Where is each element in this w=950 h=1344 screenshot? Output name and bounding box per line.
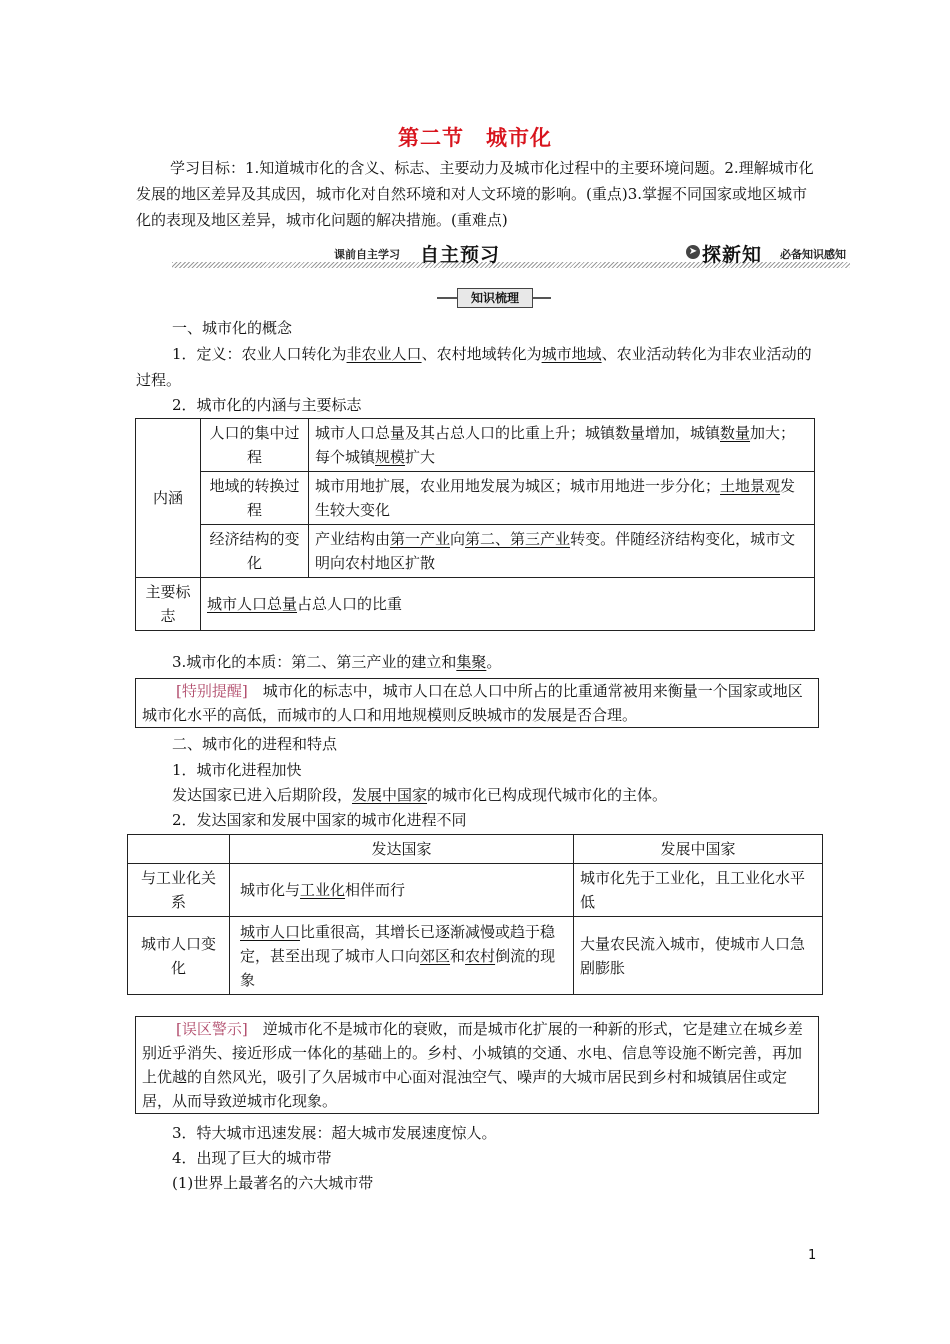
cell-row2-label: 地域的转换过程	[201, 472, 309, 525]
header-developing: 发展中国家	[574, 835, 823, 864]
section-banner	[172, 240, 850, 270]
header-developed: 发达国家	[230, 835, 574, 864]
def-blank-1: 非农业人口	[346, 345, 422, 363]
banner-right-label: 必备知识感知	[780, 248, 846, 261]
essence-text: 。	[486, 653, 502, 671]
cell-text: 扩大	[405, 448, 436, 466]
note-label: [特别提醒]	[176, 682, 248, 700]
definition-paragraph	[136, 341, 818, 393]
item-2-1-text	[172, 782, 667, 808]
def-text: 、农业活动转化为非农业活动的过程。	[136, 345, 812, 389]
cell-blank: 土地景观	[720, 477, 781, 495]
cell-developing-population: 大量农民流入城市，使城市人口急剧膨胀	[574, 917, 823, 995]
cell-text: 发生较大变化	[315, 477, 796, 519]
cell-text: 城市用地扩展，农业用地发展为城区；城市用地进一步分化；	[315, 477, 721, 495]
cell-main-sign: 主要标志	[136, 578, 201, 631]
note-label: [误区警示]	[176, 1020, 248, 1038]
section-tag	[437, 288, 551, 308]
essence-blank: 集聚	[456, 653, 487, 671]
item-text: 的城市化已构成现代城市化的主体。	[427, 786, 668, 804]
cell-text: 城市人口总量及其占总人口的比重上升；城镇数量增加，城镇	[315, 424, 721, 442]
note-text: 逆城市化不是城市化的衰败，而是城市化扩展的一种新的形式，它是建立在城乡差别近乎消失、接近形成一体化的基础上的。乡村、小城镇的交通、水电、信息等设施不断完善，再加上优越的自然风光，吸引了久居城市中心面对混浊空气、噪声的大城市居民到乡村和城镇居住或定居，从而导致逆城市化现象。	[142, 1020, 803, 1110]
def-text: 、农村地域转化为	[421, 345, 542, 363]
cell-text: 向	[450, 530, 466, 548]
heading-1: 一、城市化的概念	[172, 319, 293, 337]
cell-blank: 城市人口	[240, 922, 301, 941]
cell-connotation: 内涵	[136, 419, 201, 578]
item-2-4-1: (1)世界上最著名的六大城市带	[172, 1174, 374, 1192]
cell-blank: 数量	[720, 424, 751, 442]
item-2: 2．城市化的内涵与主要标志	[172, 396, 362, 414]
banner-main-label: 自主预习	[420, 244, 501, 266]
cell-text: 比重很高，其增长已逐渐减慢或趋于稳定，甚至出现了城市人口向	[240, 922, 556, 965]
cell-text: 相伴而行	[345, 881, 406, 899]
cell-developed-industrialization	[230, 864, 574, 917]
cell-blank: 第二、第三产业	[465, 530, 571, 548]
cell-blank: 郊区	[420, 946, 451, 965]
cell-developing-industrialization: 城市化先于工业化，且工业化水平低	[574, 864, 823, 917]
cell-text: 加大；每个城镇	[315, 424, 796, 466]
item-text: 发达国家已进入后期阶段，	[172, 786, 353, 804]
banner-left-label: 课前自主学习	[334, 248, 400, 261]
tag-label: 知识梳理	[457, 288, 533, 308]
cell-population-label: 城市人口变化	[128, 917, 230, 995]
arrow-right-icon: ➤	[686, 245, 700, 259]
cell-blank: 城市人口总量	[207, 595, 298, 613]
item-2-4: 4．出现了巨大的城市带	[172, 1149, 332, 1167]
misconception-box	[135, 1016, 819, 1114]
item-2-2: 2．发达国家和发展中国家的城市化进程不同	[172, 811, 467, 829]
cell-row3-label: 经济结构的变化	[201, 525, 309, 578]
header-empty	[128, 835, 230, 864]
learning-objectives: 学习目标：1.知道城市化的含义、标志、主要动力及城市化过程中的主要环境问题。2.理解城市化发展的地区差异及其成因，城市化对自然环境和对人文环境的影响。(重点)3.掌握不同国家或地区城市化的表现及地区差异，城市化问题的解决措施。(重难点)	[136, 159, 814, 229]
cell-blank: 规模	[375, 448, 406, 466]
essence-line	[172, 649, 501, 675]
item-2-1: 1．城市化进程加快	[172, 761, 302, 779]
banner-main-label-2: 探新知	[702, 244, 763, 266]
cell-row2-content	[309, 472, 815, 525]
cell-blank: 工业化	[300, 881, 346, 899]
cell-row1-content	[309, 419, 815, 472]
cell-row3-content	[309, 525, 815, 578]
def-blank-2: 城市地域	[541, 345, 602, 363]
heading-2: 二、城市化的进程和特点	[172, 735, 338, 753]
cell-blank: 第一产业	[390, 530, 451, 548]
def-text: 1．定义：农业人口转化为	[172, 345, 347, 363]
note-text: 城市化的标志中，城市人口在总人口中所占的比重通常被用来衡量一个国家或地区城市化水平的高低，而城市的人口和用地规模则反映城市的发展是否合理。	[142, 682, 803, 724]
cell-text: 占总人口的比重	[297, 595, 403, 613]
connotation-table	[135, 418, 815, 631]
comparison-table	[127, 834, 823, 995]
page-title: 第二节 城市化	[398, 126, 552, 150]
cell-text: 倒流的现象	[240, 946, 556, 989]
cell-industrialization-label: 与工业化关系	[128, 864, 230, 917]
cell-row1-label: 人口的集中过程	[201, 419, 309, 472]
item-blank: 发展中国家	[352, 786, 428, 804]
cell-text: 产业结构由	[315, 530, 391, 548]
cell-text: 转变。伴随经济结构变化，城市文明向农村地区扩散	[315, 530, 796, 572]
cell-developed-population	[230, 917, 574, 995]
cell-sign-content	[201, 578, 815, 631]
page-number: 1	[808, 1248, 817, 1263]
cell-text: 城市化与	[240, 881, 301, 899]
essence-text: 3.城市化的本质：第二、第三产业的建立和	[172, 653, 457, 671]
cell-text: 和	[450, 946, 466, 965]
item-2-3: 3．特大城市迅速发展：超大城市发展速度惊人。	[172, 1124, 497, 1142]
cell-blank: 农村	[465, 946, 496, 965]
special-reminder-box	[135, 678, 819, 728]
